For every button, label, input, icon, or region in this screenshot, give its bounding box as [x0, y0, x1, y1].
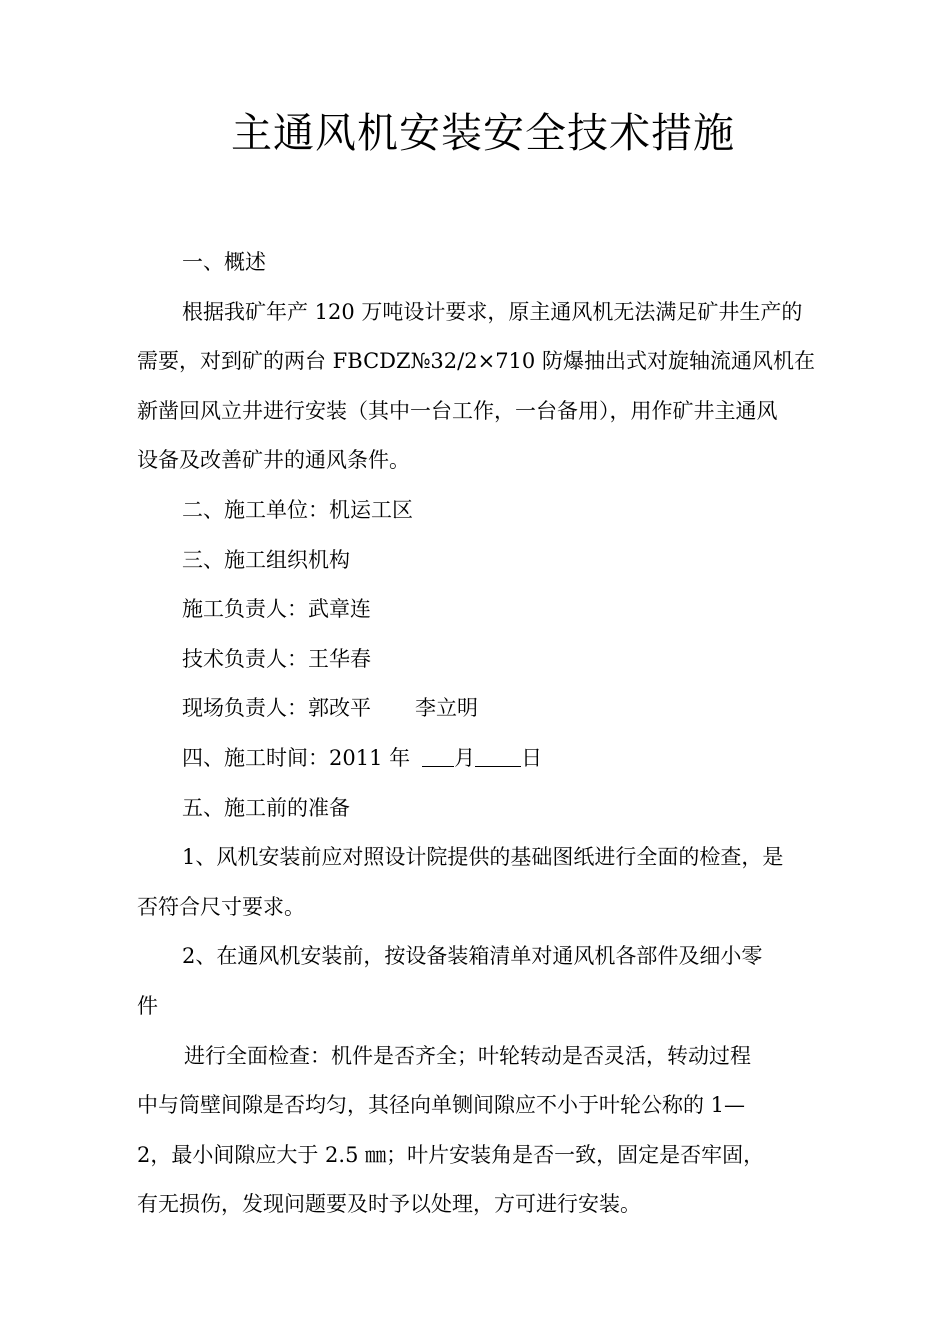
overview-line-1: 根据我矿年产 120 万吨设计要求，原主通风机无法满足矿井生产的 — [182, 299, 803, 324]
organization-heading: 三、施工组织机构 — [182, 547, 350, 572]
document-title: 主通风机安装安全技术措施 — [231, 109, 735, 157]
site-lead-first: 现场负责人：郭改平 — [182, 696, 371, 721]
overview-line-2: 需要，对到矿的两台 FBCDZ№32/2×710 防爆抽出式对旋轴流通风机在 — [137, 349, 815, 374]
item-1-line-1: 1、风机安装前应对照设计院提供的基础图纸进行全面的检查，是 — [182, 845, 784, 870]
item-2-line-2: 件 — [137, 993, 158, 1018]
construction-unit: 二、施工单位：机运工区 — [182, 497, 413, 522]
preparation-heading: 五、施工前的准备 — [182, 795, 350, 820]
day-label: 日 — [521, 745, 543, 770]
check-line-4: 有无损伤，发现问题要及时予以处理，方可进行安装。 — [137, 1192, 641, 1217]
site-lead-line — [137, 684, 829, 734]
overview-line-3: 新凿回风立井进行安装（其中一台工作，一台备用），用作矿井主通风 — [137, 398, 778, 423]
technical-lead: 技术负责人：王华春 — [182, 646, 371, 671]
construction-time-label: 四、施工时间：2011 年 — [182, 745, 411, 770]
check-line-3: 2，最小间隙应大于 2.5 ㎜；叶片安装角是否一致，固定是否牢固， — [137, 1142, 765, 1167]
site-lead-second: 李立明 — [415, 696, 478, 721]
month-label: 月 — [454, 745, 476, 770]
overview-line-4: 设备及改善矿井的通风条件。 — [137, 448, 410, 473]
overview-heading: 一、概述 — [182, 250, 266, 274]
item-2-line-1: 2、在通风机安装前，按设备装箱清单对通风机各部件及细小零 — [182, 944, 763, 969]
check-line-1: 进行全面检查：机件是否齐全；叶轮转动是否灵活，转动过程 — [184, 1043, 751, 1068]
item-1-line-2: 否符合尺寸要求。 — [137, 894, 305, 919]
construction-time-line — [137, 734, 829, 784]
month-blank — [422, 748, 454, 767]
document-body — [137, 238, 829, 1230]
check-line-2: 中与筒壁间隙是否均匀，其径向单铡间隙应不小于叶轮公称的 1— — [137, 1093, 746, 1118]
day-blank — [475, 748, 521, 767]
construction-lead: 施工负责人：武章连 — [182, 597, 371, 622]
